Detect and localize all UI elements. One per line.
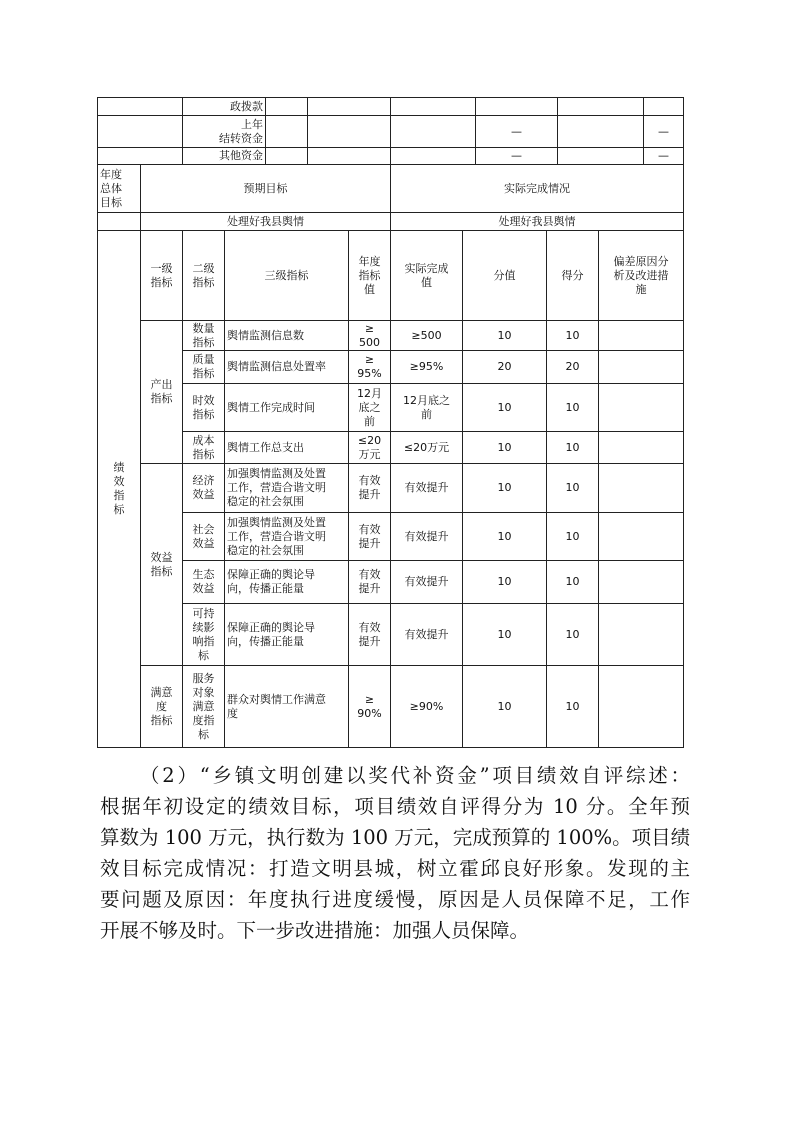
empty-cell <box>266 116 308 148</box>
annual-target-value: 有效 提升 <box>349 464 391 513</box>
level2-indicator: 生态 效益 <box>183 561 225 604</box>
deviation-analysis-header: 偏差原因分 析及改进措 施 <box>599 231 684 321</box>
summary-line: 要问题及原因：年度执行进度缓慢，原因是人员保障不足，工作 <box>100 888 690 911</box>
level3-header: 三级指标 <box>225 231 349 321</box>
score-value: 10 <box>547 432 599 464</box>
actual-value: 有效提升 <box>391 561 463 604</box>
annual-target-value: ≥ 500 <box>349 321 391 351</box>
actual-value: 12月底之 前 <box>391 384 463 432</box>
empty-cell <box>266 148 308 165</box>
annual-target-value: 12月 底之 前 <box>349 384 391 432</box>
score-value: 10 <box>547 384 599 432</box>
level3-indicator: 舆情监测信息处置率 <box>225 351 349 384</box>
weight-value: 10 <box>463 384 547 432</box>
funds-table <box>97 97 684 165</box>
fund-rate-value: — <box>644 116 684 148</box>
actual-value: ≤20万元 <box>391 432 463 464</box>
actual-value: ≥95% <box>391 351 463 384</box>
indicator-row <box>98 604 684 666</box>
score-value: 10 <box>547 321 599 351</box>
annual-target-value: ≥ 90% <box>349 666 391 748</box>
indicator-row <box>98 321 684 351</box>
goal-row-label: 年度 总体 目标 <box>98 165 141 213</box>
weight-value: 10 <box>463 432 547 464</box>
level1-indicator: 满意 度 指标 <box>141 666 183 748</box>
level2-header: 二级 指标 <box>183 231 225 321</box>
deviation-note <box>599 384 684 432</box>
deviation-note <box>599 321 684 351</box>
empty-cell <box>558 98 644 116</box>
level2-indicator: 成本 指标 <box>183 432 225 464</box>
fund-rate-value <box>644 98 684 116</box>
fund-actual-value: — <box>476 148 558 165</box>
deviation-note <box>599 432 684 464</box>
annual-target-value: 有效 提升 <box>349 604 391 666</box>
indicator-row <box>98 432 684 464</box>
fund-source-label: 其他资金 <box>183 148 266 165</box>
level3-indicator: 保障正确的舆论导 向，传播正能量 <box>225 561 349 604</box>
expected-goal-value: 处理好我县舆情 <box>141 213 391 231</box>
level3-indicator: 舆情监测信息数 <box>225 321 349 351</box>
empty-cell <box>98 213 141 231</box>
level2-indicator: 质量 指标 <box>183 351 225 384</box>
indicator-row <box>98 464 684 513</box>
fund-actual-value: — <box>476 116 558 148</box>
weight-value: 20 <box>463 351 547 384</box>
actual-goal-value: 处理好我县舆情 <box>391 213 684 231</box>
level3-indicator: 加强舆情监测及处置 工作，营造合谐文明 稳定的社会氛围 <box>225 513 349 561</box>
deviation-note <box>599 513 684 561</box>
level2-indicator: 可持 续影 响指 标 <box>183 604 225 666</box>
empty-cell <box>308 116 391 148</box>
indicator-row <box>98 384 684 432</box>
actual-completion-header: 实际完成情况 <box>391 165 684 213</box>
funds-row <box>98 116 684 148</box>
goal-header-row <box>98 165 684 213</box>
empty-cell <box>98 116 183 148</box>
annual-target-value: ≥ 95% <box>349 351 391 384</box>
weight-value: 10 <box>463 604 547 666</box>
empty-cell <box>98 98 183 116</box>
empty-cell <box>558 148 644 165</box>
level2-indicator: 社会 效益 <box>183 513 225 561</box>
actual-value: 有效提升 <box>391 464 463 513</box>
empty-cell <box>558 116 644 148</box>
empty-cell <box>391 148 476 165</box>
empty-cell <box>391 98 476 116</box>
score-value: 10 <box>547 666 599 748</box>
level2-indicator: 服务 对象 满意 度指 标 <box>183 666 225 748</box>
project-summary-paragraph <box>100 760 690 946</box>
deviation-note <box>599 666 684 748</box>
level1-header: 一级 指标 <box>141 231 183 321</box>
deviation-note <box>599 464 684 513</box>
actual-value: 有效提升 <box>391 604 463 666</box>
level1-indicator: 效益 指标 <box>141 464 183 666</box>
expected-goal-header: 预期目标 <box>141 165 391 213</box>
empty-cell <box>308 98 391 116</box>
score-value: 10 <box>547 604 599 666</box>
weight-value: 10 <box>463 464 547 513</box>
empty-cell <box>266 98 308 116</box>
indicator-row <box>98 513 684 561</box>
weight-value: 10 <box>463 561 547 604</box>
summary-line: 开展不够及时。下一步改进措施：加强人员保障。 <box>100 919 530 942</box>
annual-target-value: 有效 提升 <box>349 561 391 604</box>
fund-source-label: 政拨款 <box>183 98 266 116</box>
actual-value-header: 实际完成 值 <box>391 231 463 321</box>
indicator-row <box>98 561 684 604</box>
empty-cell <box>391 116 476 148</box>
level3-indicator: 群众对舆情工作满意 度 <box>225 666 349 748</box>
score-value: 10 <box>547 464 599 513</box>
score-value: 20 <box>547 351 599 384</box>
annual-target-header: 年度 指标 值 <box>349 231 391 321</box>
funds-row <box>98 148 684 165</box>
actual-value: 有效提升 <box>391 513 463 561</box>
goal-value-row <box>98 213 684 231</box>
empty-cell <box>98 148 183 165</box>
indicator-row <box>98 666 684 748</box>
summary-line: （2）“乡镇文明创建以奖代补资金”项目绩效自评综述： <box>140 764 690 787</box>
level2-indicator: 数量 指标 <box>183 321 225 351</box>
weight-value: 10 <box>463 666 547 748</box>
actual-value: ≥90% <box>391 666 463 748</box>
fund-rate-value: — <box>644 148 684 165</box>
level3-indicator: 舆情工作总支出 <box>225 432 349 464</box>
weight-header: 分值 <box>463 231 547 321</box>
level1-indicator: 产出 指标 <box>141 321 183 464</box>
score-header: 得分 <box>547 231 599 321</box>
level3-indicator: 保障正确的舆论导 向，传播正能量 <box>225 604 349 666</box>
level3-indicator: 舆情工作完成时间 <box>225 384 349 432</box>
score-value: 10 <box>547 561 599 604</box>
fund-source-label: 上年 结转资金 <box>183 116 266 148</box>
empty-cell <box>308 148 391 165</box>
summary-line: 效目标完成情况：打造文明县城，树立霍邱良好形象。发现的主 <box>100 857 690 880</box>
performance-indicator-section-label: 绩 效 指 标 <box>98 231 141 748</box>
funds-row <box>98 98 684 116</box>
annual-target-value: ≤20 万元 <box>349 432 391 464</box>
score-value: 10 <box>547 513 599 561</box>
level3-indicator: 加强舆情监测及处置 工作，营造合谐文明 稳定的社会氛围 <box>225 464 349 513</box>
fund-actual-value <box>476 98 558 116</box>
annual-goal-table <box>97 164 684 231</box>
weight-value: 10 <box>463 513 547 561</box>
actual-value: ≥500 <box>391 321 463 351</box>
indicator-header-row <box>98 231 684 321</box>
deviation-note <box>599 561 684 604</box>
summary-line: 根据年初设定的绩效目标，项目绩效自评得分为 10 分。全年预 <box>100 795 690 818</box>
indicator-row <box>98 351 684 384</box>
annual-target-value: 有效 提升 <box>349 513 391 561</box>
performance-indicator-table <box>97 230 684 748</box>
summary-line: 算数为 100 万元，执行数为 100 万元，完成预算的 100%。项目绩 <box>100 826 691 849</box>
level2-indicator: 时效 指标 <box>183 384 225 432</box>
weight-value: 10 <box>463 321 547 351</box>
deviation-note <box>599 351 684 384</box>
deviation-note <box>599 604 684 666</box>
level2-indicator: 经济 效益 <box>183 464 225 513</box>
